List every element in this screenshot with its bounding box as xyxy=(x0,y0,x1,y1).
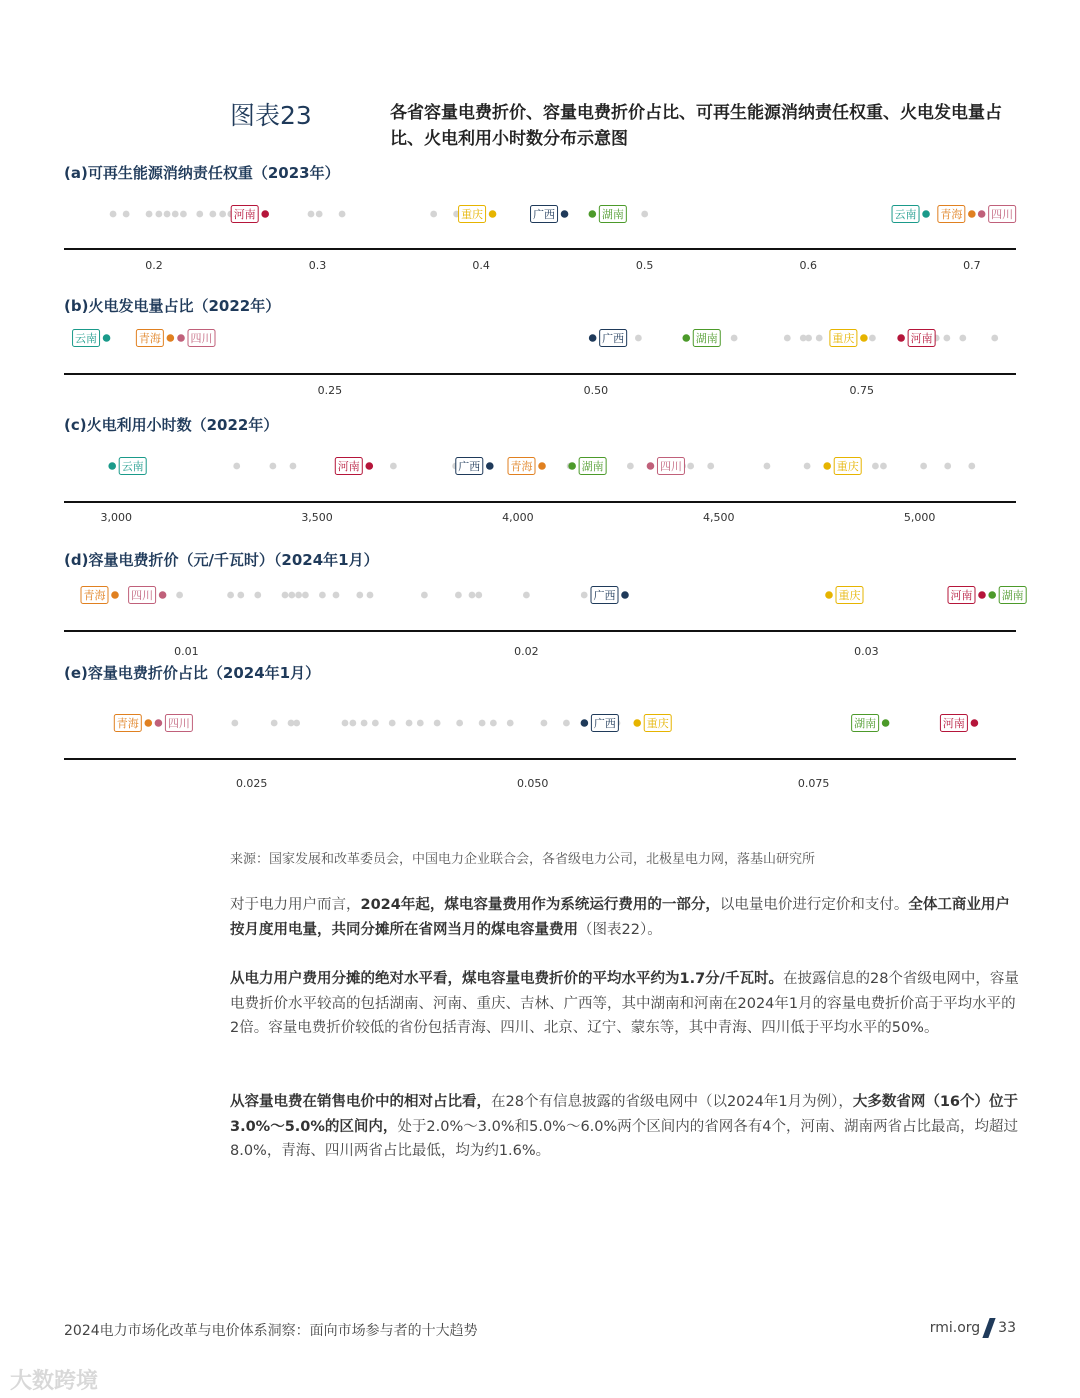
panel-d-grey-dot xyxy=(295,592,302,599)
panel-e-label-河南: 河南 xyxy=(942,717,965,730)
panel-c-grey-dot xyxy=(687,463,694,470)
panel-b-tick-label: 0.75 xyxy=(849,384,875,397)
panel-b-dot-河南 xyxy=(897,334,905,342)
panel-e-grey-dot xyxy=(293,720,300,727)
panel-a-label-四川: 四川 xyxy=(991,208,1014,221)
panel-a-grey-dot xyxy=(146,211,153,218)
panel-b-dot-四川 xyxy=(177,334,185,342)
panel-d-dot-重庆 xyxy=(825,591,833,599)
panel-b-grey-dot xyxy=(816,335,823,342)
panel-c-title: (c)火电利用小时数（2022年） xyxy=(64,416,279,434)
panel-c-tick-label: 3,500 xyxy=(301,511,333,524)
panel-d-grey-dot xyxy=(237,592,244,599)
paragraph-2 xyxy=(230,967,1020,1041)
panel-e-grey-dot xyxy=(417,720,424,727)
panel-a-dot-青海 xyxy=(968,210,976,218)
panel-c-tick-label: 4,500 xyxy=(703,511,735,524)
panel-a-label-重庆: 重庆 xyxy=(461,208,484,221)
panel-a-grey-dot xyxy=(110,211,117,218)
p3-text-b: 在28个有信息披露的省级电网中（以2024年1月为例）， xyxy=(491,1094,853,1110)
panel-a-grey-dot xyxy=(209,211,216,218)
panel-a-grey-dot xyxy=(641,211,648,218)
panel-e-grey-dot xyxy=(271,720,278,727)
panel-c-grey-dot xyxy=(920,463,927,470)
panel-b-label-河南: 河南 xyxy=(910,332,933,345)
panel-d-grey-dot xyxy=(455,592,462,599)
panel-d-grey-dot xyxy=(421,592,428,599)
p3-bold-c: 大多数省网（16个）位于3.0%～5.0%的区间内， xyxy=(230,1094,1019,1135)
panel-c-dot-青海 xyxy=(538,462,546,470)
panel-d-dot-湖南 xyxy=(988,591,996,599)
panel-b-label-四川: 四川 xyxy=(190,332,213,345)
panel-b-label-重庆: 重庆 xyxy=(832,332,855,345)
p2-bold-a: 从电力用户费用分摊的绝对水平看，煤电容量电费折价的平均水平约为1.7分/千瓦时。 xyxy=(230,971,783,987)
panel-a-grey-dot xyxy=(172,211,179,218)
panel-d-dot-广西 xyxy=(621,591,629,599)
panel-e-label-青海: 青海 xyxy=(116,717,139,730)
panel-a-label-青海: 青海 xyxy=(940,208,963,221)
p1-text-e: （图表22）。 xyxy=(578,921,662,938)
paragraph-3 xyxy=(230,1090,1020,1164)
panel-c-label-重庆: 重庆 xyxy=(836,460,859,473)
panel-e-tick-label: 0.025 xyxy=(235,777,268,790)
panel-e-grey-dot xyxy=(372,720,379,727)
panel-b-label-云南: 云南 xyxy=(75,332,98,345)
panel-d-grey-dot xyxy=(367,592,374,599)
p1-bold-b: 2024年起，煤电容量费用作为系统运行费用的一部分， xyxy=(360,897,720,913)
panel-e-grey-dot xyxy=(342,720,349,727)
panel-d-grey-dot xyxy=(254,592,261,599)
panel-c-dot-云南 xyxy=(108,462,116,470)
panel-c-grey-dot xyxy=(290,463,297,470)
panel-b-grey-dot xyxy=(943,335,950,342)
panel-e-grey-dot xyxy=(389,720,396,727)
panel-e-dot-重庆 xyxy=(633,719,641,727)
panel-a-tick-label: 0.5 xyxy=(635,259,654,272)
panel-c-grey-dot xyxy=(233,463,240,470)
panel-c-label-广西: 广西 xyxy=(458,460,481,473)
panel-d-label-青海: 青海 xyxy=(83,589,106,602)
panel-b-grey-dot xyxy=(731,335,738,342)
panel-a-grey-dot xyxy=(180,211,187,218)
panel-c-label-云南: 云南 xyxy=(121,460,144,473)
panel-a-grey-dot xyxy=(196,211,203,218)
panel-c-label-湖南: 湖南 xyxy=(581,460,604,473)
panel-c-dot-四川 xyxy=(647,462,655,470)
panel-d-label-四川: 四川 xyxy=(131,589,154,602)
source-note: 来源：国家发展和改革委员会，中国电力企业联合会，各省级电力公司，北极星电力网，落基山研究所 xyxy=(230,852,816,867)
panel-d-label-重庆: 重庆 xyxy=(838,589,861,602)
panel-a-grey-dot xyxy=(430,211,437,218)
footer-page-number: 33 xyxy=(998,1320,1016,1336)
panel-e-dot-广西 xyxy=(581,719,589,727)
panel-e-grey-dot xyxy=(507,720,514,727)
panel-c-tick-label: 5,000 xyxy=(903,511,936,524)
panel-c-label-河南: 河南 xyxy=(337,460,360,473)
footer-report-title: 2024电力市场化改革与电价体系洞察：面向市场参与者的十大趋势 xyxy=(64,1323,478,1339)
panel-b-dot-广西 xyxy=(589,334,597,342)
panel-a-grey-dot xyxy=(339,211,346,218)
panel-b-grey-dot xyxy=(869,335,876,342)
panel-a-label-广西: 广西 xyxy=(533,208,556,221)
panel-c-dot-湖南 xyxy=(568,462,576,470)
panel-d-tick-label: 0.03 xyxy=(854,645,879,658)
panel-d-grey-dot xyxy=(469,592,476,599)
panel-e-grey-dot xyxy=(490,720,497,727)
panel-b-title: (b)火电发电量占比（2022年） xyxy=(64,297,281,315)
figure-number: 图表23 xyxy=(230,101,312,130)
panel-d-title: (d)容量电费折价（元/千瓦时）（2024年1月） xyxy=(64,551,379,569)
panel-b-tick-label: 0.25 xyxy=(317,384,343,397)
panel-c-dot-重庆 xyxy=(823,462,831,470)
panel-a-grey-dot xyxy=(123,211,130,218)
panel-a-grey-dot xyxy=(155,211,162,218)
panel-c-grey-dot xyxy=(872,463,879,470)
panel-d-grey-dot xyxy=(475,592,482,599)
panel-c-grey-dot xyxy=(880,463,887,470)
panel-e-label-湖南: 湖南 xyxy=(854,717,877,730)
p1-text-c: 以电量电价进行定价和支付。 xyxy=(719,897,909,913)
panel-c-grey-dot xyxy=(804,463,811,470)
panel-b-grey-dot xyxy=(784,335,791,342)
panel-a-dot-广西 xyxy=(561,210,569,218)
panel-b-label-湖南: 湖南 xyxy=(695,332,718,345)
panel-e-grey-dot xyxy=(479,720,486,727)
panel-d-tick-label: 0.02 xyxy=(514,645,539,658)
panel-e-title: (e)容量电费折价占比（2024年1月） xyxy=(64,664,321,682)
panel-d-label-广西: 广西 xyxy=(593,589,616,602)
panel-d-grey-dot xyxy=(227,592,234,599)
panel-a-dot-重庆 xyxy=(489,210,497,218)
panel-d-label-湖南: 湖南 xyxy=(1001,589,1024,602)
panel-b-tick-label: 0.50 xyxy=(583,384,609,397)
panel-a-grey-dot xyxy=(164,211,171,218)
panel-d-grey-dot xyxy=(176,592,183,599)
panel-b-label-青海: 青海 xyxy=(138,332,161,345)
panel-e-dot-湖南 xyxy=(882,719,890,727)
panel-b-grey-dot xyxy=(635,335,642,342)
panel-e-tick-label: 0.075 xyxy=(797,777,830,790)
panel-d-grey-dot xyxy=(288,592,295,599)
panel-a-tick-label: 0.6 xyxy=(799,259,818,272)
p3-bold-a: 从容量电费在销售电价中的相对占比看， xyxy=(230,1094,491,1110)
panel-b-dot-湖南 xyxy=(682,334,690,342)
panel-d-grey-dot xyxy=(302,592,309,599)
panel-e-grey-dot xyxy=(231,720,238,727)
panel-c-grey-dot xyxy=(390,463,397,470)
panel-e-dot-河南 xyxy=(971,719,979,727)
panel-d-label-河南: 河南 xyxy=(950,589,973,602)
panel-c-dot-河南 xyxy=(365,462,373,470)
panel-c-grey-dot xyxy=(944,463,951,470)
panel-b-grey-dot xyxy=(805,335,812,342)
panel-d-grey-dot xyxy=(282,592,289,599)
watermark: 大数跨境 xyxy=(10,1369,99,1394)
footer-right xyxy=(930,1318,1016,1338)
panel-e-grey-dot xyxy=(361,720,368,727)
panel-e-dot-青海 xyxy=(144,719,152,727)
panel-d-grey-dot xyxy=(581,592,588,599)
panel-e-grey-dot xyxy=(406,720,413,727)
panel-d-grey-dot xyxy=(319,592,326,599)
p1-bold-d: 全体工商业用户按月度用电量，共同分摊所在省网当月的煤电容量费用 xyxy=(230,897,1010,938)
panel-a-dot-河南 xyxy=(261,210,269,218)
figure-title: 各省容量电费折价、容量电费折价占比、可再生能源消纳责任权重、火电发电量占比、火电利用小时数分布示意图 xyxy=(390,103,1002,149)
panel-d-tick-label: 0.01 xyxy=(174,645,199,658)
panel-b-grey-dot xyxy=(991,335,998,342)
p1-text-a: 对于电力用户而言， xyxy=(230,897,361,913)
panel-a-tick-label: 0.4 xyxy=(472,259,490,272)
panel-e-grey-dot xyxy=(434,720,441,727)
panel-c-grey-dot xyxy=(269,463,276,470)
panel-b-dot-云南 xyxy=(103,334,111,342)
panel-e-grey-dot xyxy=(563,720,570,727)
panel-a-tick-label: 0.3 xyxy=(308,259,327,272)
panel-c-grey-dot xyxy=(968,463,975,470)
panel-d-grey-dot xyxy=(333,592,340,599)
panel-c-tick-label: 4,000 xyxy=(502,511,534,524)
panel-b-grey-dot xyxy=(959,335,966,342)
panel-d-dot-青海 xyxy=(111,591,119,599)
panel-d-grey-dot xyxy=(523,592,530,599)
panel-b-dot-青海 xyxy=(167,334,175,342)
panel-a-tick-label: 0.2 xyxy=(145,259,163,272)
panel-a-grey-dot xyxy=(316,211,323,218)
panel-a-dot-云南 xyxy=(922,210,930,218)
panel-a-label-云南: 云南 xyxy=(894,208,917,221)
panel-c-label-四川: 四川 xyxy=(659,460,682,473)
panel-c-grey-dot xyxy=(764,463,771,470)
panel-a-dot-四川 xyxy=(978,210,986,218)
panel-c-grey-dot xyxy=(707,463,714,470)
panel-a-grey-dot xyxy=(219,211,226,218)
panel-c-tick-label: 3,000 xyxy=(100,511,132,524)
panel-e-dot-四川 xyxy=(155,719,163,727)
panel-a-label-河南: 河南 xyxy=(233,208,256,221)
panel-e-label-四川: 四川 xyxy=(167,717,190,730)
panel-c-dot-广西 xyxy=(486,462,494,470)
panel-d-grey-dot xyxy=(356,592,363,599)
panel-e-tick-label: 0.050 xyxy=(516,777,549,790)
footer-site[interactable]: rmi.org xyxy=(929,1320,981,1336)
p2-text-b: 在披露信息的28个省级电网中，容量电费折价水平较高的包括湖南、河南、重庆、吉林、广西等，其中湖南和河南在2024年1月的容量电费折价高于平均水平的2倍。容量电费折价较低的省份包括青海、四川、北京、辽宁、蒙东等，其中青海、四川低于平均水平的50%。 xyxy=(230,971,1019,1036)
panel-b-label-广西: 广西 xyxy=(602,332,625,345)
panel-e-grey-dot xyxy=(349,720,356,727)
panel-a-dot-湖南 xyxy=(589,210,597,218)
panel-d-dot-四川 xyxy=(159,591,167,599)
p3-text-d: 处于2.0%～3.0%和5.0%～6.0%两个区间内的省网各有4个，河南、湖南两省占比最高，均超过8.0%，青海、四川两省占比最低，均为约1.6%。 xyxy=(230,1118,1019,1159)
panel-a-title: (a)可再生能源消纳责任权重（2023年） xyxy=(64,164,340,182)
panel-c-label-青海: 青海 xyxy=(510,460,533,473)
panel-a-grey-dot xyxy=(308,211,315,218)
panel-e-label-广西: 广西 xyxy=(593,717,616,730)
slash-icon xyxy=(983,1318,996,1338)
paragraph-1 xyxy=(230,893,1020,942)
panel-e-label-重庆: 重庆 xyxy=(646,717,669,730)
panel-e-grey-dot xyxy=(541,720,548,727)
panel-b-dot-重庆 xyxy=(860,334,868,342)
panel-a-tick-label: 0.7 xyxy=(963,259,981,272)
panel-d-dot-河南 xyxy=(978,591,986,599)
panel-c-grey-dot xyxy=(627,463,634,470)
panel-a-label-湖南: 湖南 xyxy=(601,208,624,221)
panel-e-grey-dot xyxy=(456,720,463,727)
